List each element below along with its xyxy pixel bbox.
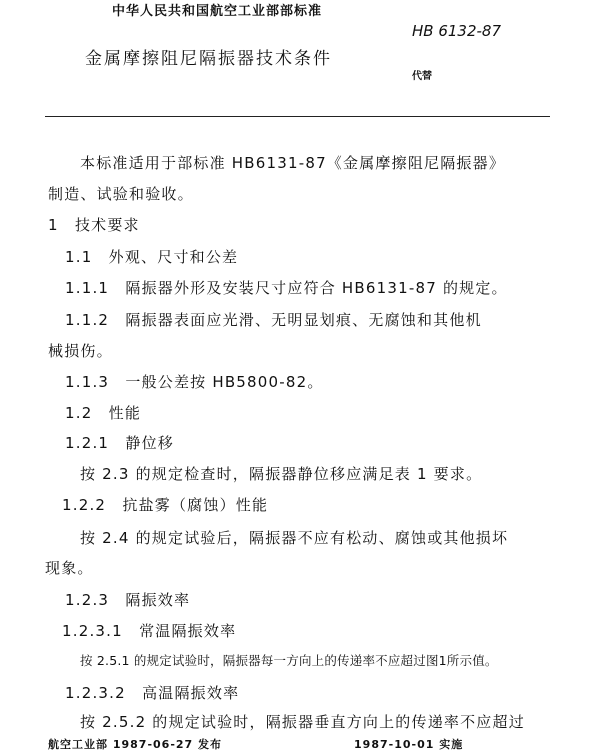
issuing-organization: 中华人民共和国航空工业部部标准 (112, 4, 323, 19)
replaces-label: 代替 (412, 71, 432, 82)
section-heading: 1.2.3 隔振效率 (65, 591, 191, 609)
body-line: 现象。 (45, 559, 94, 577)
standard-code: HB 6132-87 (412, 22, 502, 40)
header-divider (45, 116, 550, 117)
section-heading: 1.1 外观、尺寸和公差 (65, 248, 239, 266)
section-heading: 1.2.3.1 常温隔振效率 (62, 622, 237, 640)
body-line: 制造、试验和验收。 (48, 185, 194, 203)
body-line: 按 2.5.1 的规定试验时，隔振器每一方向上的传递率不应超过图1所示值。 (80, 653, 498, 668)
body-line: 按 2.4 的规定试验后，隔振器不应有松动、腐蚀或其他损坏 (80, 529, 509, 547)
section-heading: 1 技术要求 (48, 216, 140, 234)
standard-title: 金属摩擦阻尼隔振器技术条件 (85, 49, 332, 69)
body-line: 1.1.1 隔振器外形及安装尺寸应符合 HB6131-87 的规定。 (65, 279, 508, 297)
section-heading: 1.2 性能 (65, 404, 142, 422)
body-line: 1.1.2 隔振器表面应光滑、无明显划痕、无腐蚀和其他机 (65, 311, 482, 329)
issue-implement-dates: 航空工业部 1987-06-27 发布 1987-10-01 实施 (48, 738, 464, 751)
section-heading: 1.2.1 静位移 (65, 434, 174, 452)
body-line: 1.1.3 一般公差按 HB5800-82。 (65, 373, 324, 391)
body-line: 械损伤。 (48, 342, 113, 360)
body-line: 按 2.5.2 的规定试验时，隔振器垂直方向上的传递率不应超过 (80, 713, 525, 731)
section-heading: 1.2.2 抗盐雾（腐蚀）性能 (62, 496, 269, 514)
body-line: 本标准适用于部标准 HB6131-87《金属摩擦阻尼隔振器》 (80, 154, 506, 172)
section-heading: 1.2.3.2 高温隔振效率 (65, 684, 240, 702)
body-line: 按 2.3 的规定检查时，隔振器静位移应满足表 1 要求。 (80, 465, 483, 483)
